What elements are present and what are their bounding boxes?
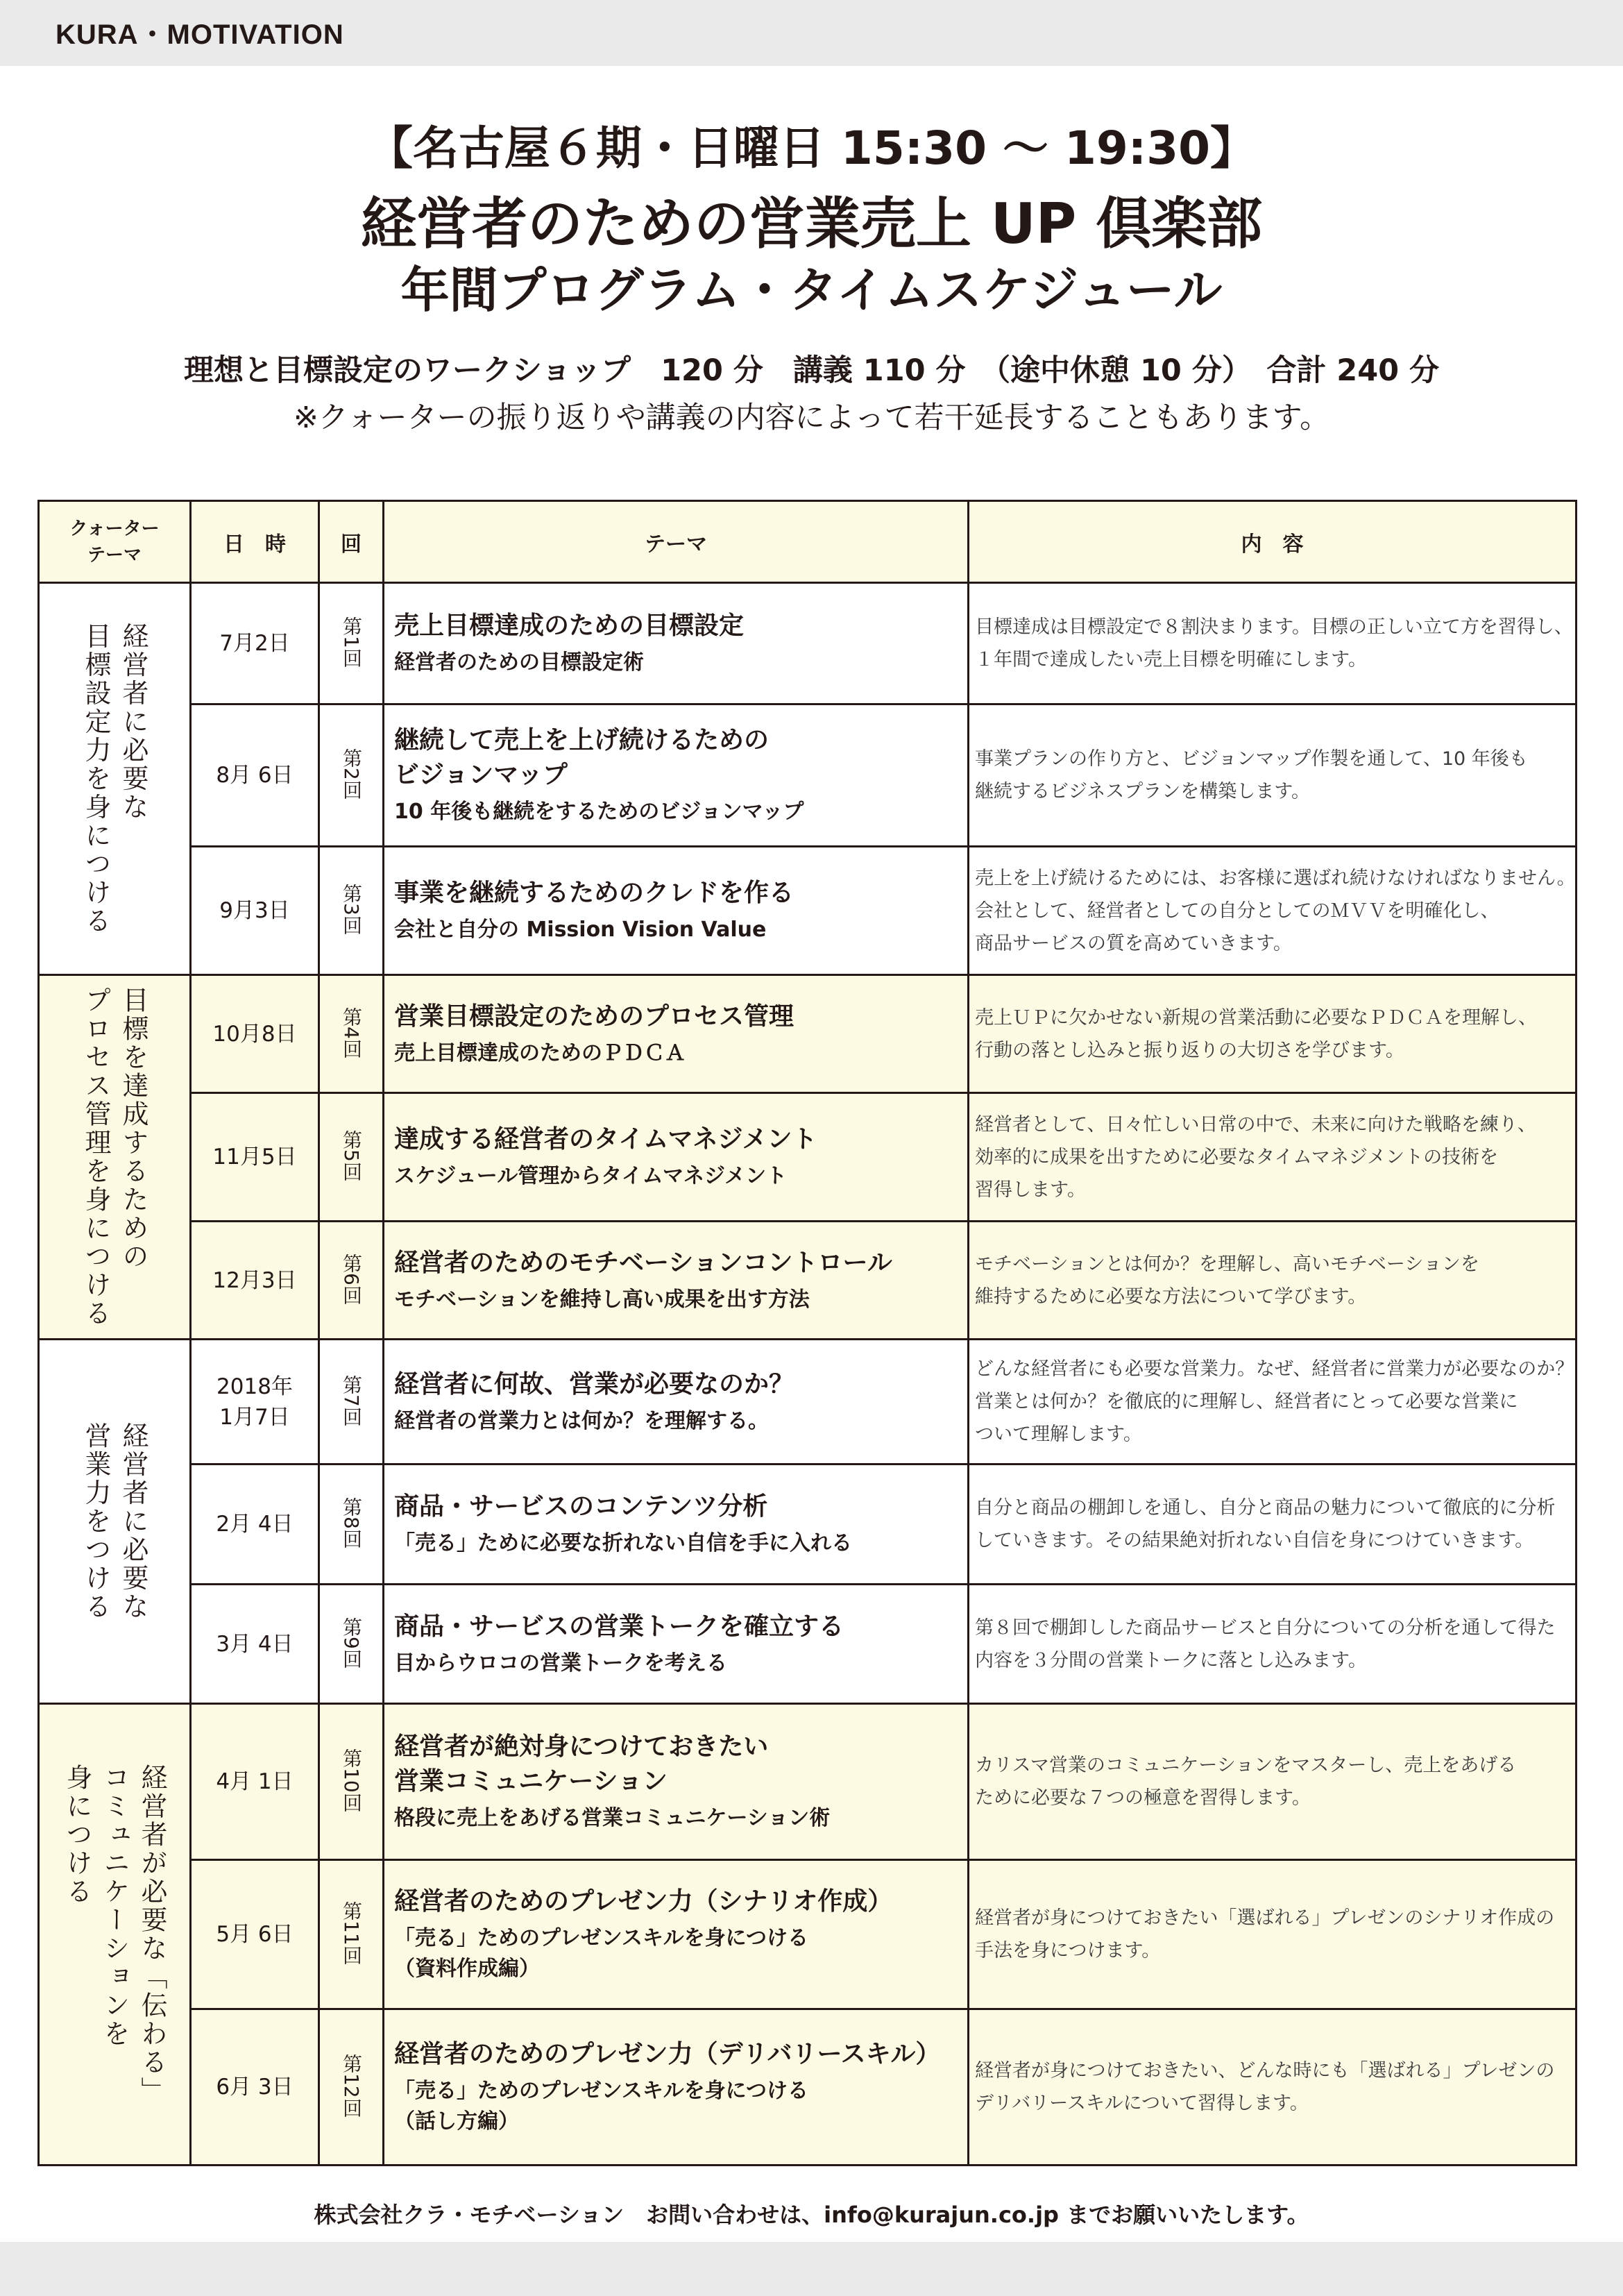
session-content: [969, 704, 1577, 847]
theme-subtitle: スケジュール管理からタイムマネジメント: [394, 1164, 788, 1188]
round-label: 第8回: [340, 1497, 363, 1548]
theme-subtitle: 格段に売上をあげる営業コミュニケーション術: [394, 1806, 831, 1830]
session-round: [319, 1093, 384, 1222]
session-date: 4月 1日: [191, 1704, 319, 1860]
round-label: 第7回: [340, 1374, 363, 1426]
theme-subtitle: 10 年後も継続をするためのビジョンマップ: [394, 800, 804, 824]
table-row: [39, 1093, 1577, 1222]
session-round: [319, 1704, 384, 1860]
session-date: 9月3日: [191, 847, 319, 975]
round-label: 第6回: [340, 1253, 363, 1305]
theme-subtitle: 経営者のための目標設定術: [394, 650, 644, 675]
header-round: 回: [319, 501, 384, 583]
table-header-row: [39, 501, 1577, 583]
session-round: [319, 2009, 384, 2166]
schedule-table: [37, 500, 1577, 2166]
round-label: 第11回: [340, 1901, 363, 1965]
session-date: 3月 4日: [191, 1585, 319, 1704]
round-label: 第5回: [340, 1130, 363, 1181]
table-row: [39, 1340, 1577, 1464]
round-label: 第4回: [340, 1006, 363, 1058]
round-label: 第9回: [340, 1617, 363, 1669]
content-text: カリスマ営業のコミュニケーションをマスターし、売上をあげる ために必要な７つの極意を習得します。: [975, 1755, 1517, 1809]
header-quarter-theme: [39, 501, 191, 583]
table-row: [39, 2009, 1577, 2166]
table-row: [39, 847, 1577, 975]
footer-bar: [0, 2242, 1623, 2296]
theme-subtitle: 売上目標達成のためのＰＤＣＡ: [394, 1040, 686, 1065]
quarter-theme-label: 経営者が必要な「伝わる」 コミュニケーションを 身につける: [62, 1764, 167, 2105]
session-round: [319, 1585, 384, 1704]
table-row: [39, 704, 1577, 847]
session-date: 12月3日: [191, 1222, 319, 1340]
session-theme: [384, 1704, 969, 1860]
session-date: 7月2日: [191, 583, 319, 704]
theme-subtitle: モチベーションを維持し高い成果を出す方法: [394, 1287, 810, 1312]
content-text: 事業プランの作り方と、ビジョンマップ作製を通して、10 年後も 継続するビジネスプランを構築します。: [975, 748, 1528, 802]
theme-title: 経営者のためのプレゼン力（シナリオ作成）: [394, 1887, 893, 1916]
session-date: 8月 6日: [191, 704, 319, 847]
session-theme: [384, 1585, 969, 1704]
session-date: 6月 3日: [191, 2009, 319, 2166]
table-row: [39, 1464, 1577, 1585]
content-text: 売上を上げ続けるためには、お客様に選ばれ続けなければなりません。 会社として、経営者としての自分としてのＭＶＶを明確化し、 商品サービスの質を高めていきます。: [975, 867, 1576, 954]
content-text: 第８回で棚卸しした商品サービスと自分についての分析を通して得た 内容を３分間の営業トークに落とし込みます。: [975, 1617, 1556, 1671]
quarter-theme-label: 目標を達成するための プロセス管理を身につける: [80, 986, 148, 1328]
session-content: [969, 1585, 1577, 1704]
session-content: [969, 1340, 1577, 1464]
session-content: [969, 1860, 1577, 2009]
theme-title: 商品・サービスのコンテンツ分析: [394, 1492, 768, 1521]
quarter-theme-3: [39, 1340, 191, 1704]
quarter-theme-label: 経営者に必要な 目標設定力を身につける: [80, 622, 148, 936]
session-theme: [384, 704, 969, 847]
table-row: [39, 975, 1577, 1093]
session-round: [319, 975, 384, 1093]
session-content: [969, 975, 1577, 1093]
time-breakdown: 理想と目標設定のワークショップ 120 分 講義 110 分 （途中休憩 10 分） 合計 240 分: [183, 353, 1440, 388]
content-text: 経営者として、日々忙しい日常の中で、未来に向けた戦略を練り、 効率的に成果を出すために必要なタイムマネジメントの技術を 習得します。: [975, 1113, 1536, 1201]
session-round: [319, 704, 384, 847]
session-round: [319, 1222, 384, 1340]
theme-title: 売上目標達成のための目標設定: [394, 611, 745, 640]
round-label: 第1回: [340, 616, 363, 668]
session-content: [969, 1704, 1577, 1860]
theme-subtitle: 会社と自分の Mission Vision Value: [394, 918, 767, 942]
session-theme: [384, 2009, 969, 2166]
session-round: [319, 847, 384, 975]
round-label: 第3回: [340, 884, 363, 935]
session-round: [319, 1340, 384, 1464]
content-text: 自分と商品の棚卸しを通し、自分と商品の魅力について徹底的に分析 していきます。その結果絶対折れない自信を身につけていきます。: [975, 1497, 1556, 1551]
program-title: 経営者のための営業売上 UP 倶楽部: [360, 192, 1263, 256]
session-date: 2018年 1月7日: [191, 1340, 319, 1464]
session-round: [319, 1464, 384, 1585]
table-row: [39, 583, 1577, 704]
quarter-theme-1: [39, 583, 191, 975]
theme-title: 経営者のためのモチベーションコントロール: [394, 1248, 892, 1277]
content-text: どんな経営者にも必要な営業力。なぜ、経営者に営業力が必要なのか？ 営業とは何か？を徹底的に理解し、経営者にとって必要な営業に ついて理解します。: [975, 1358, 1574, 1445]
contact-footer: 株式会社クラ・モチベーション お問い合わせは、info@kurajun.co.jp までお願いいたします。: [314, 2202, 1309, 2228]
theme-subtitle: 「売る」ためのプレゼンスキルを身につける （資料作成編）: [394, 1926, 808, 1981]
brand-logo-text: KURA・MOTIVATION: [56, 19, 344, 50]
theme-title: 事業を継続するためのクレドを作る: [394, 879, 794, 907]
header-bar: [0, 0, 1623, 66]
session-theme: [384, 1464, 969, 1585]
table-row: [39, 1860, 1577, 2009]
round-label: 第12回: [340, 2054, 363, 2118]
theme-subtitle: 「売る」ために必要な折れない自信を手に入れる: [394, 1531, 852, 1555]
schedule-title: 【名古屋６期・日曜日 15:30 〜 19:30】: [366, 121, 1257, 175]
table-row: [39, 1704, 1577, 1860]
quarter-theme-2: [39, 975, 191, 1340]
content-text: 経営者が身につけておきたい、どんな時にも「選ばれる」プレゼンの デリバリースキルについて習得します。: [975, 2060, 1555, 2114]
session-theme: [384, 975, 969, 1093]
session-content: [969, 847, 1577, 975]
theme-title: 継続して売上を上げ続けるための ビジョンマップ: [394, 726, 770, 789]
session-theme: [384, 583, 969, 704]
content-text: モチベーションとは何か？を理解し、高いモチベーションを 維持するために必要な方法について学びます。: [975, 1253, 1479, 1308]
content-text: 目標達成は目標設定で８割決まります。目標の正しい立て方を習得し、 １年間で達成したい売上目標を明確にします。: [975, 616, 1573, 670]
session-date: 11月5日: [191, 1093, 319, 1222]
session-round: [319, 1860, 384, 2009]
theme-title: 経営者のためのプレゼン力（デリバリースキル）: [394, 2040, 941, 2068]
header-date: 日 時: [191, 501, 319, 583]
session-round: [319, 583, 384, 704]
session-content: [969, 2009, 1577, 2166]
theme-title: 営業目標設定のためのプロセス管理: [394, 1002, 794, 1031]
session-content: [969, 583, 1577, 704]
round-label: 第10回: [340, 1748, 363, 1812]
session-content: [969, 1464, 1577, 1585]
session-content: [969, 1222, 1577, 1340]
extension-note: ※クォーターの振り返りや講義の内容によって若干延長することもあります。: [293, 400, 1330, 435]
session-content: [969, 1093, 1577, 1222]
round-label: 第2回: [340, 748, 363, 800]
session-theme: [384, 847, 969, 975]
quarter-theme-4: [39, 1704, 191, 2166]
session-theme: [384, 1093, 969, 1222]
content-text: 経営者が身につけておきたい「選ばれる」プレゼンのシナリオ作成の 手法を身につけます。: [975, 1907, 1555, 1961]
theme-subtitle: 「売る」ためのプレゼンスキルを身につける （話し方編）: [394, 2079, 808, 2134]
header-theme: テーマ: [384, 501, 969, 583]
session-date: 5月 6日: [191, 1860, 319, 2009]
program-subtitle: 年間プログラム・タイムスケジュール: [400, 262, 1223, 319]
theme-title: 経営者に何故、営業が必要なのか？: [394, 1369, 794, 1399]
quarter-theme-label: 経営者に必要な 営業力をつける: [80, 1421, 148, 1621]
theme-subtitle: 経営者の営業力とは何か？を理解する。: [394, 1408, 769, 1433]
theme-title: 達成する経営者のタイムマネジメント: [394, 1125, 817, 1154]
session-theme: [384, 1222, 969, 1340]
session-theme: [384, 1860, 969, 2009]
table-row: [39, 1222, 1577, 1340]
header-quarter-label: クォーター テーマ: [69, 518, 160, 566]
table-row: [39, 1585, 1577, 1704]
session-date: 10月8日: [191, 975, 319, 1093]
theme-title: 商品・サービスの営業トークを確立する: [394, 1612, 844, 1641]
theme-title: 経営者が絶対身につけておきたい 営業コミュニケーション: [394, 1732, 769, 1796]
session-theme: [384, 1340, 969, 1464]
theme-subtitle: 目からウロコの営業トークを考える: [394, 1651, 727, 1675]
content-text: 売上ＵＰに欠かせない新規の営業活動に必要なＰＤＣＡを理解し、 行動の落とし込みと振り返りの大切さを学びます。: [975, 1006, 1537, 1061]
header-content: 内 容: [969, 501, 1577, 583]
session-date: 2月 4日: [191, 1464, 319, 1585]
